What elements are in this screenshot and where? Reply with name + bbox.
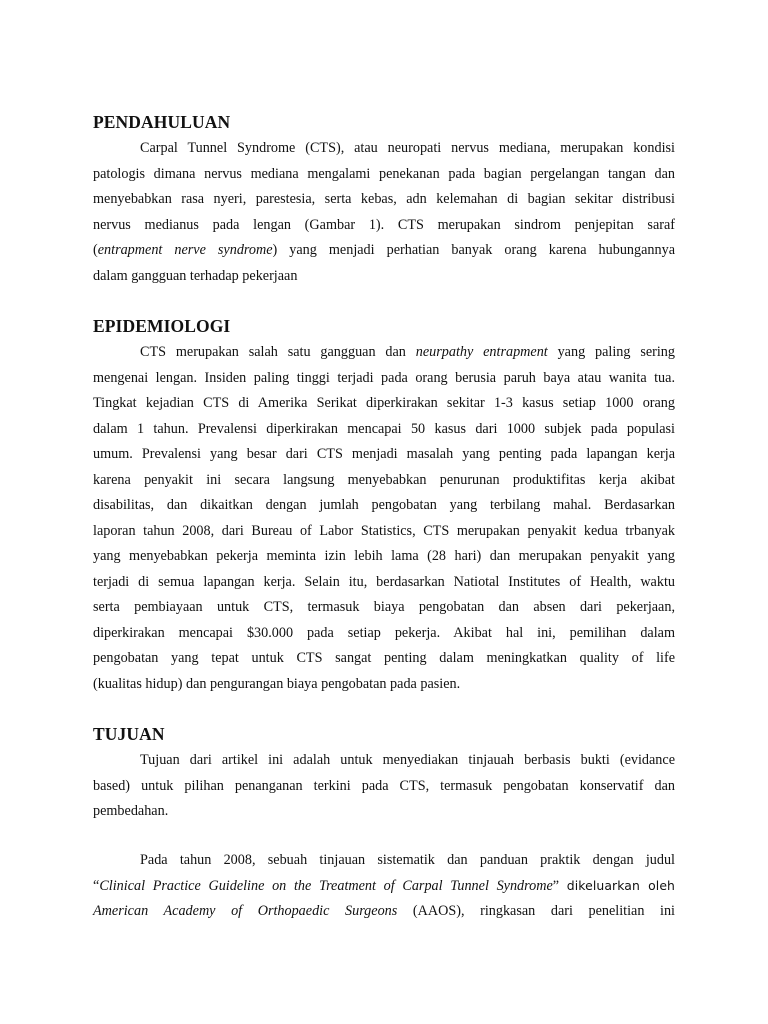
italic-term: entrapment nerve syndrome	[97, 242, 273, 258]
text-line: “Clinical Practice Guideline on the Treatment of Carpal Tunnel Syndrome” dikeluarkan oleh	[93, 878, 675, 894]
text-line: dalam 1 tahun. Prevalensi diperkirakan mencapai 50 kasus dari 1000 subjek pada populasi	[93, 420, 675, 437]
text-line: Tujuan dari artikel ini adalah untuk menyediakan tinjauah berbasis bukti (evidance	[140, 752, 675, 768]
document-page	[93, 108, 675, 924]
sans-text: dikeluarkan oleh	[566, 878, 675, 893]
italic-title: Clinical Practice Guideline on the Treatment of Carpal Tunnel Syndrome	[99, 878, 553, 894]
section-heading-pendahuluan: PENDAHULUAN	[93, 112, 231, 132]
text-line: American Academy of Orthopaedic Surgeons (AAOS), ringkasan dari penelitian ini	[93, 902, 676, 919]
text-line: karena penyakit ini secara langsung menyebabkan penurunan produktifitas kerja akibat	[93, 471, 675, 488]
text-line: patologis dimana nervus mediana mengalami penekanan pada bagian pergelangan tangan dan	[93, 165, 675, 182]
section-heading-epidemiologi: EPIDEMIOLOGI	[93, 316, 231, 336]
paragraph-tujuan	[93, 748, 675, 825]
paragraph-pendahuluan	[93, 136, 675, 289]
section-heading-tujuan: TUJUAN	[93, 724, 165, 744]
text-line: Pada tahun 2008, sebuah tinjauan sistematik dan panduan praktik dengan judul	[140, 851, 675, 868]
text-line: nervus medianus pada lengan (Gambar 1). CTS merupakan sindrom penjepitan saraf	[93, 216, 675, 233]
text-line: disabilitas, dan dikaitkan dengan jumlah pengobatan yang terbilang mahal. Berdasarkan	[93, 497, 675, 513]
text-line: pembedahan.	[93, 803, 169, 819]
paragraph-aaos	[93, 848, 675, 925]
text-line: based) untuk pilihan penanganan terkini pada CTS, termasuk pengobatan konservatif dan	[93, 777, 675, 794]
text-line: umum. Prevalensi yang besar dari CTS menjadi masalah yang penting pada lapangan kerja	[93, 446, 675, 462]
italic-term: neurpathy entrapment	[415, 344, 548, 360]
text-line: menyebabkan rasa nyeri, parestesia, serta kebas, adn kelemahan di bagian sekitar distribusi	[93, 191, 675, 207]
text-line: mengenai lengan. Insiden paling tinggi terjadi pada orang berusia paruh baya atau wanita tua.	[93, 369, 675, 386]
text-line: dalam gangguan terhadap pekerjaan	[93, 267, 298, 284]
text-line: terjadi di semua lapangan kerja. Selain itu, berdasarkan Natiotal Institutes of Health, waktu	[93, 573, 675, 590]
text-line: pengobatan yang tepat untuk CTS sangat penting dalam meningkatkan quality of life	[93, 650, 675, 666]
text-line: yang menyebabkan pekerja meminta izin lebih lama (28 hari) dan merupakan penyakit yang	[93, 548, 675, 564]
paragraph-epidemiologi	[93, 340, 675, 697]
text-line: (entrapment nerve syndrome) yang menjadi perhatian banyak orang karena hubungannya	[93, 242, 675, 258]
text-line: CTS merupakan salah satu gangguan dan neurpathy entrapment yang paling sering	[140, 344, 675, 360]
text-line: (kualitas hidup) dan pengurangan biaya pengobatan pada pasien.	[93, 675, 461, 692]
text-line: diperkirakan mencapai $30.000 pada setiap pekerja. Akibat hal ini, pemilihan dalam	[93, 624, 675, 641]
text-line: Tingkat kejadian CTS di Amerika Serikat diperkirakan sekitar 1-3 kasus setiap 1000 orang	[93, 395, 675, 411]
text-line: laporan tahun 2008, dari Bureau of Labor Statistics, CTS merupakan penyakit kedua trbanyak	[93, 522, 675, 539]
italic-organization: American Academy of Orthopaedic Surgeons	[93, 902, 398, 919]
text-line: serta pembiayaan untuk CTS, termasuk biaya pengobatan dan absen dari pekerjaan,	[93, 599, 675, 615]
text-line: Carpal Tunnel Syndrome (CTS), atau neuropati nervus mediana, merupakan kondisi	[140, 140, 675, 156]
